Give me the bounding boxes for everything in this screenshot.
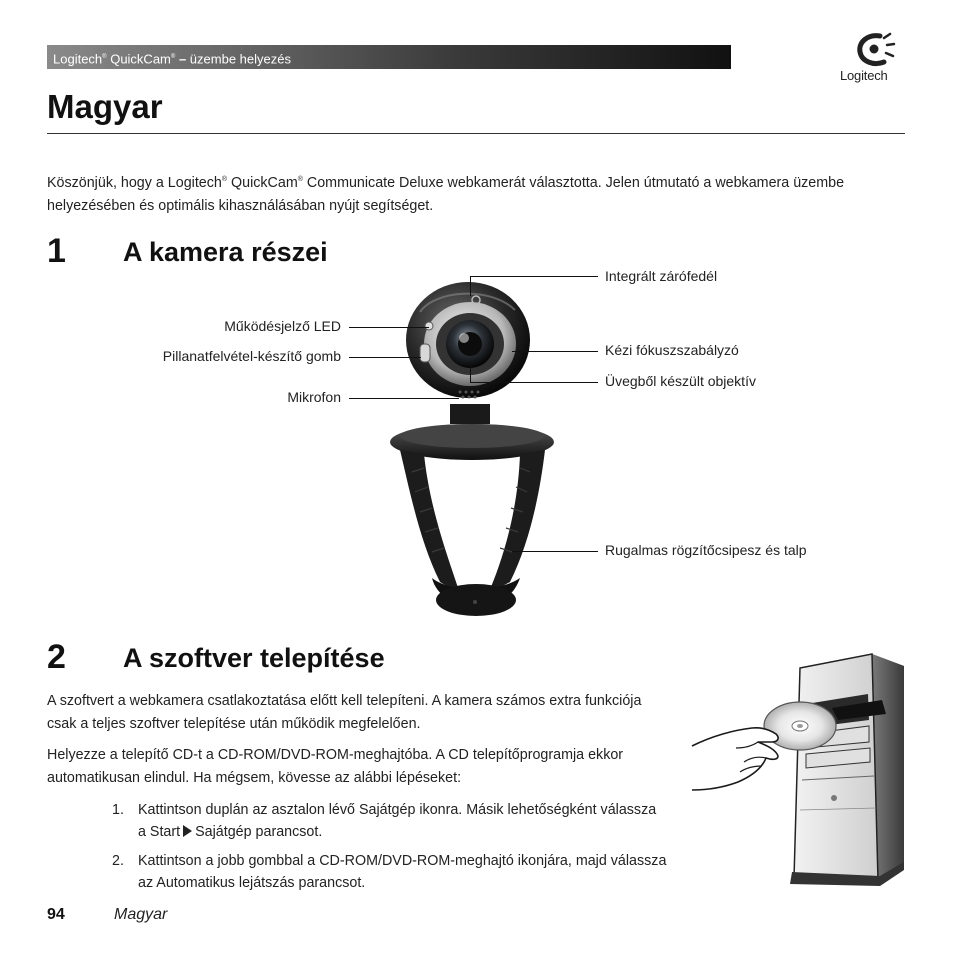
- header-brand: Logitech: [53, 51, 103, 67]
- page-number: 94: [47, 906, 65, 923]
- label-shutter: Integrált zárófedél: [605, 268, 718, 284]
- label-mic: Mikrofon: [287, 389, 341, 405]
- section-1-number: 1: [47, 232, 66, 270]
- label-clip: Rugalmas rögzítőcsipesz és talp: [605, 542, 807, 558]
- list-item: 2. Kattintson a jobb gombbal a CD-ROM/DVD-ROM-meghajtó ikonjára, majd válassza az Automatikus lejátszás parancsot.: [112, 853, 667, 891]
- leader-snapshot: [349, 357, 421, 358]
- leader-lens-h: [470, 382, 598, 383]
- leader-focus: [512, 351, 598, 352]
- logitech-logo: [838, 30, 910, 86]
- header-subtitle: üzembe helyezés: [189, 51, 291, 67]
- label-led: Működésjelző LED: [224, 318, 341, 334]
- page-title: Magyar: [47, 88, 163, 125]
- intro-paragraph: Köszönjük, hogy a Logitech® QuickCam® Communicate Deluxe webkamerát választotta. Jelen útmutató a webkamera üzembe helyezésében és optimális kihasználásában nyújt segítséget.: [47, 174, 845, 214]
- header-trademark: ®: [102, 54, 107, 60]
- footer-language: Magyar: [114, 906, 168, 923]
- section-2-number: 2: [47, 638, 66, 676]
- install-paragraph-2: Helyezze a telepítő CD-t a CD-ROM/DVD-ROM-meghajtóba. A CD telepítőprogramja ekkor automatikusan elindul. Ha mégsem, kövesse az alábbi lépéseket:: [47, 747, 624, 786]
- leader-clip: [512, 551, 598, 552]
- webcam-illustration: [380, 282, 570, 622]
- logitech-eye-icon: [838, 30, 910, 70]
- leader-mic: [349, 398, 459, 399]
- leader-shutter-h: [470, 276, 598, 277]
- leader-shutter-v: [470, 276, 471, 296]
- header-product: QuickCam: [110, 51, 171, 67]
- section-2-title: A szoftver telepítése: [123, 643, 385, 673]
- label-lens: Üvegből készült objektív: [605, 373, 756, 389]
- section-1-title: A kamera részei: [123, 237, 328, 267]
- header-trademark-2: ®: [170, 54, 176, 60]
- running-header: [47, 45, 731, 69]
- pc-cd-illustration: [682, 650, 912, 890]
- install-paragraph-1: A szoftvert a webkamera csatlakoztatása előtt kell telepíteni. A kamera számos extra funkciója csak a teljes szoftver telepítése után működik megfelelően.: [47, 693, 642, 732]
- arrow-right-icon: [183, 825, 192, 837]
- leader-lens-v: [470, 362, 471, 382]
- list-item: 1. Kattintson duplán az asztalon lévő Sajátgép ikonra. Másik lehetőségként válassza a Start Sajátgép parancsot.: [112, 802, 657, 840]
- logo-text: Logitech: [840, 68, 888, 83]
- header-separator: –: [178, 51, 187, 67]
- label-focus: Kézi fókuszszabályzó: [605, 342, 739, 358]
- label-snapshot: Pillanatfelvétel-készítő gomb: [162, 348, 341, 364]
- title-rule: [47, 133, 905, 134]
- leader-led: [349, 327, 429, 328]
